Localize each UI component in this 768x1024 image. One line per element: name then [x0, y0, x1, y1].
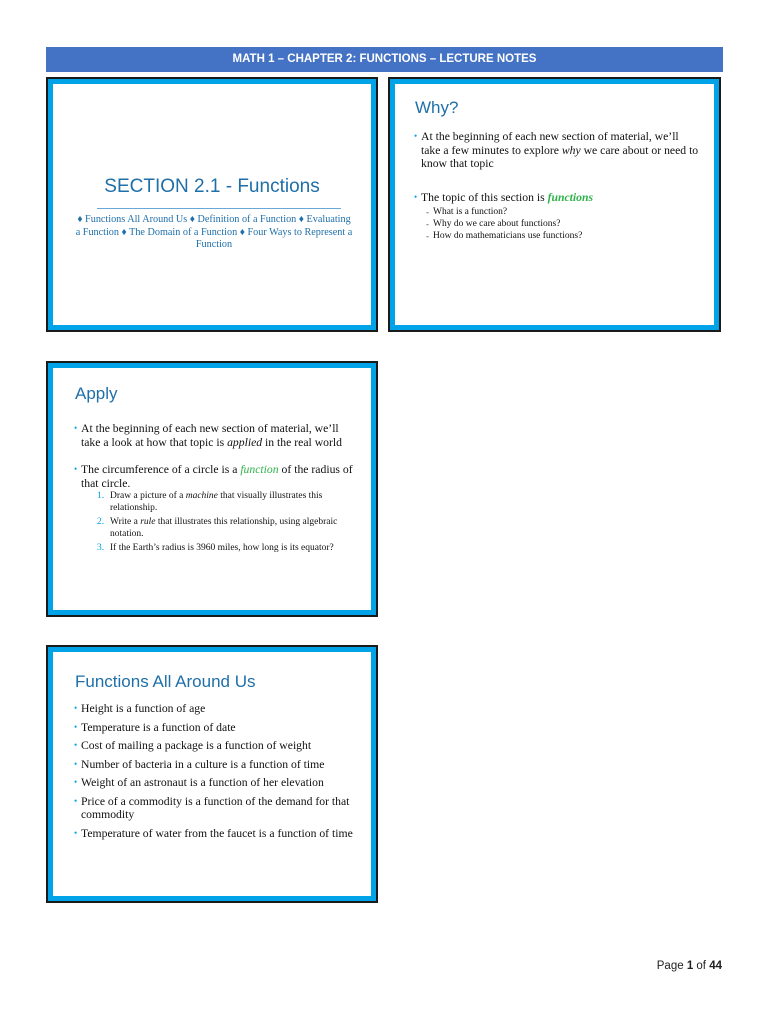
page-number: Page 1 of 44 [656, 960, 722, 972]
list-item: 1. Draw a picture of a machine that visually illustrates this relationship. [97, 491, 323, 513]
slide-section-title [46, 77, 378, 332]
bullet: • Weight of an astronaut is a function of her elevation [75, 776, 357, 790]
slide-functions-all-around-us [46, 645, 378, 903]
bullet: • Height is a function of age [75, 702, 357, 716]
title-divider [97, 208, 341, 209]
slide-title: Why? [415, 98, 459, 117]
bullet: • The circumference of a circle is a function of the radius of that circle. [75, 463, 357, 490]
bullet: • Temperature is a function of date [75, 721, 357, 735]
sub-bullet: - Why do we care about functions? [426, 218, 700, 230]
slide-title: Apply [75, 384, 118, 403]
slide-subtitle: ♦ Functions All Around Us ♦ Definition of a Function ♦ Evaluating a Function ♦ The Domain of a Function ♦ Four Ways to Represent a Function [75, 214, 353, 250]
list-item: 3. If the Earth’s radius is 3960 miles, how long is its equator? [97, 543, 334, 553]
bullet: • At the beginning of each new section of material, we’ll take a few minutes to explore why we care about or need to know that topic [415, 130, 700, 171]
list-item: 2. Write a rule that illustrates this relationship, using algebraic notation. [97, 517, 338, 539]
bullet: • Number of bacteria in a culture is a function of time [75, 758, 357, 772]
sub-bullets [415, 206, 700, 242]
slide-title: Functions All Around Us [75, 672, 256, 691]
bullet: • Cost of mailing a package is a function of weight [75, 739, 357, 753]
document-header: MATH 1 – CHAPTER 2: FUNCTIONS – LECTURE NOTES [46, 47, 723, 72]
slide-why [388, 77, 721, 332]
bullet: • Temperature of water from the faucet is a function of time [75, 827, 357, 841]
bullet: • The topic of this section is functions [415, 191, 700, 205]
slide-title: SECTION 2.1 - Functions [104, 176, 320, 197]
bullet: • Price of a commodity is a function of the demand for that commodity [75, 795, 357, 822]
bullet: • At the beginning of each new section of material, we’ll take a look at how that topic is applied in the real world [75, 422, 357, 449]
slide-apply [46, 361, 378, 617]
sub-bullet: - How do mathematicians use functions? [426, 230, 700, 242]
sub-bullet: - What is a function? [426, 206, 700, 218]
numbered-list [75, 491, 357, 555]
